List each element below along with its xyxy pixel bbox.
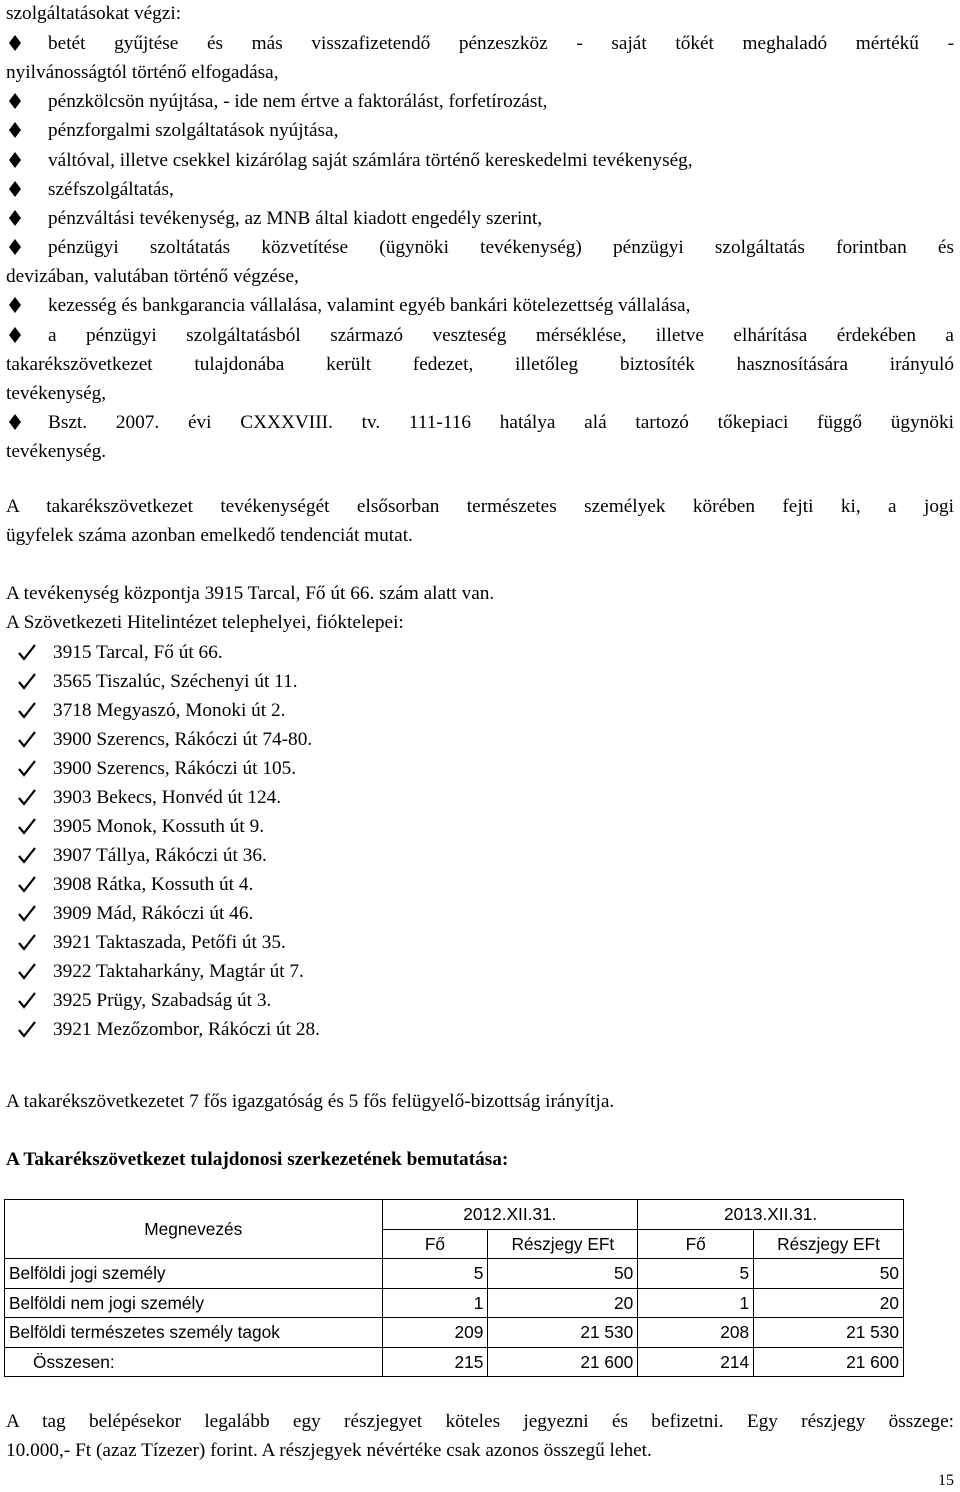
diamond-bullet-icon [8, 181, 22, 197]
service-text: pénzváltási tevékenység, az MNB által kiadott engedély szerint, [48, 208, 543, 229]
service-text-cont: nyilvánosságtól történő elfogadása, [6, 62, 279, 83]
checkmark-icon [18, 672, 36, 690]
header-year-2012: 2012.XII.31. [382, 1200, 638, 1230]
row-name: Belföldi nem jogi személy [5, 1288, 383, 1318]
diamond-bullet-icon [8, 239, 22, 255]
cell-value: 5 [382, 1259, 488, 1289]
branches-title: A Szövetkezeti Hitelintézet telephelyei, fióktelepei: [6, 612, 404, 633]
cell-value: 20 [754, 1288, 904, 1318]
page-number: 15 [938, 1472, 954, 1489]
branch-address: 3921 Mezőzombor, Rákóczi út 28. [53, 1019, 320, 1040]
checkmark-icon [18, 730, 36, 748]
diamond-bullet-icon [8, 152, 22, 168]
checkmark-icon [18, 962, 36, 980]
header-fo: Fő [638, 1229, 754, 1259]
table-total-row [5, 1347, 904, 1377]
branch-address: 3905 Monok, Kossuth út 9. [53, 816, 265, 837]
diamond-bullet-icon [8, 414, 22, 430]
cell-value: 21 530 [488, 1318, 638, 1348]
footer-paragraph-line: 10.000,- Ft (azaz Tízezer) forint. A részjegyek névértéke csak azonos összegű lehet. [6, 1440, 652, 1461]
branch-address: 3903 Bekecs, Honvéd út 124. [53, 787, 282, 808]
cell-value: 21 600 [754, 1347, 904, 1377]
headquarters-text: A tevékenység központja 3915 Tarcal, Fő út 66. szám alatt van. [6, 583, 495, 604]
checkmark-icon [18, 933, 36, 951]
diamond-bullet-icon [8, 327, 22, 343]
clients-paragraph-line: A takarékszövetkezet tevékenységét elsősorban természetes személyek körében fejti ki, a jogi [6, 496, 954, 517]
service-text: a pénzügyi szolgáltatásból származó veszteség mérséklése, illetve elhárítása érdekében a [48, 325, 954, 346]
service-text: betét gyűjtése és más visszafizetendő pénzeszköz - saját tőkét meghaladó mértékű - [48, 33, 954, 54]
cell-value: 214 [638, 1347, 754, 1377]
header-megnevezes: Megnevezés [5, 1200, 383, 1259]
row-name: Belföldi jogi személy [5, 1259, 383, 1289]
intro-text: szolgáltatásokat végzi: [6, 3, 182, 24]
header-reszjegy: Részjegy EFt [754, 1229, 904, 1259]
service-text-cont: devizában, valutában történő végzése, [6, 266, 299, 287]
cell-value: 215 [382, 1347, 488, 1377]
service-text: Bszt. 2007. évi CXXXVIII. tv. 111-116 hatálya alá tartozó tőkepiaci függő ügynöki [48, 412, 954, 433]
board-text: A takarékszövetkezetet 7 fős igazgatóság és 5 fős felügyelő-bizottság irányítja. [6, 1091, 615, 1112]
diamond-bullet-icon [8, 297, 22, 313]
ownership-table [4, 1199, 904, 1377]
service-text: pénzkölcsön nyújtása, - ide nem értve a faktorálást, forfetírozást, [48, 91, 548, 112]
cell-value: 5 [638, 1259, 754, 1289]
branch-address: 3900 Szerencs, Rákóczi út 74-80. [53, 729, 313, 750]
cell-value: 50 [754, 1259, 904, 1289]
service-text: pénzügyi szoltátatás közvetítése (ügynöki tevékenység) pénzügyi szolgáltatás forintban és [48, 237, 954, 258]
cell-value: 50 [488, 1259, 638, 1289]
checkmark-icon [18, 788, 36, 806]
footer-paragraph-line: A tag belépésekor legalább egy részjegyet köteles jegyezni és befizetni. Egy részjegy összege: [6, 1411, 954, 1432]
cell-value: 21 530 [754, 1318, 904, 1348]
checkmark-icon [18, 643, 36, 661]
branch-address: 3921 Taktaszada, Petőfi út 35. [53, 932, 286, 953]
checkmark-icon [18, 817, 36, 835]
cell-value: 21 600 [488, 1347, 638, 1377]
checkmark-icon [18, 991, 36, 1009]
checkmark-icon [18, 875, 36, 893]
ownership-heading: A Takarékszövetkezet tulajdonosi szerkezetének bemutatása: [6, 1149, 509, 1170]
branch-address: 3565 Tiszalúc, Széchenyi út 11. [53, 671, 298, 692]
service-text: kezesség és bankgarancia vállalása, valamint egyéb bankári kötelezettség vállalása, [48, 295, 691, 316]
diamond-bullet-icon [8, 35, 22, 51]
checkmark-icon [18, 701, 36, 719]
checkmark-icon [18, 759, 36, 777]
cell-value: 1 [638, 1288, 754, 1318]
branch-address: 3925 Prügy, Szabadság út 3. [53, 990, 272, 1011]
service-text-cont: tevékenység, [6, 383, 107, 404]
table-row [5, 1259, 904, 1289]
cell-value: 209 [382, 1318, 488, 1348]
checkmark-icon [18, 904, 36, 922]
branch-address: 3900 Szerencs, Rákóczi út 105. [53, 758, 297, 779]
branch-address: 3915 Tarcal, Fő út 66. [53, 642, 223, 663]
cell-value: 1 [382, 1288, 488, 1318]
header-fo: Fő [382, 1229, 488, 1259]
table-row [5, 1288, 904, 1318]
clients-paragraph-line: ügyfelek száma azonban emelkedő tendenciát mutat. [6, 525, 413, 546]
cell-value: 208 [638, 1318, 754, 1348]
service-text: váltóval, illetve csekkel kizárólag saját számlára történő kereskedelmi tevékenység, [48, 150, 693, 171]
diamond-bullet-icon [8, 122, 22, 138]
branch-address: 3718 Megyaszó, Monoki út 2. [53, 700, 286, 721]
header-year-2013: 2013.XII.31. [638, 1200, 904, 1230]
branch-address: 3922 Taktaharkány, Magtár út 7. [53, 961, 304, 982]
service-text-cont: takarékszövetkezet tulajdonába került fedezet, illetőleg biztosíték hasznosítására irányuló [6, 354, 954, 375]
branch-address: 3908 Rátka, Kossuth út 4. [53, 874, 254, 895]
diamond-bullet-icon [8, 210, 22, 226]
checkmark-icon [18, 1020, 36, 1038]
diamond-bullet-icon [8, 93, 22, 109]
service-text: pénzforgalmi szolgáltatások nyújtása, [48, 120, 339, 141]
service-text: széfszolgáltatás, [48, 179, 174, 200]
row-name: Összesen: [5, 1347, 383, 1377]
header-reszjegy: Részjegy EFt [488, 1229, 638, 1259]
branch-address: 3907 Tállya, Rákóczi út 36. [53, 845, 267, 866]
row-name: Belföldi természetes személy tagok [5, 1318, 383, 1348]
checkmark-icon [18, 846, 36, 864]
table-header-row [5, 1200, 904, 1230]
table-row [5, 1318, 904, 1348]
cell-value: 20 [488, 1288, 638, 1318]
branch-address: 3909 Mád, Rákóczi út 46. [53, 903, 254, 924]
service-text-cont: tevékenység. [6, 441, 107, 462]
